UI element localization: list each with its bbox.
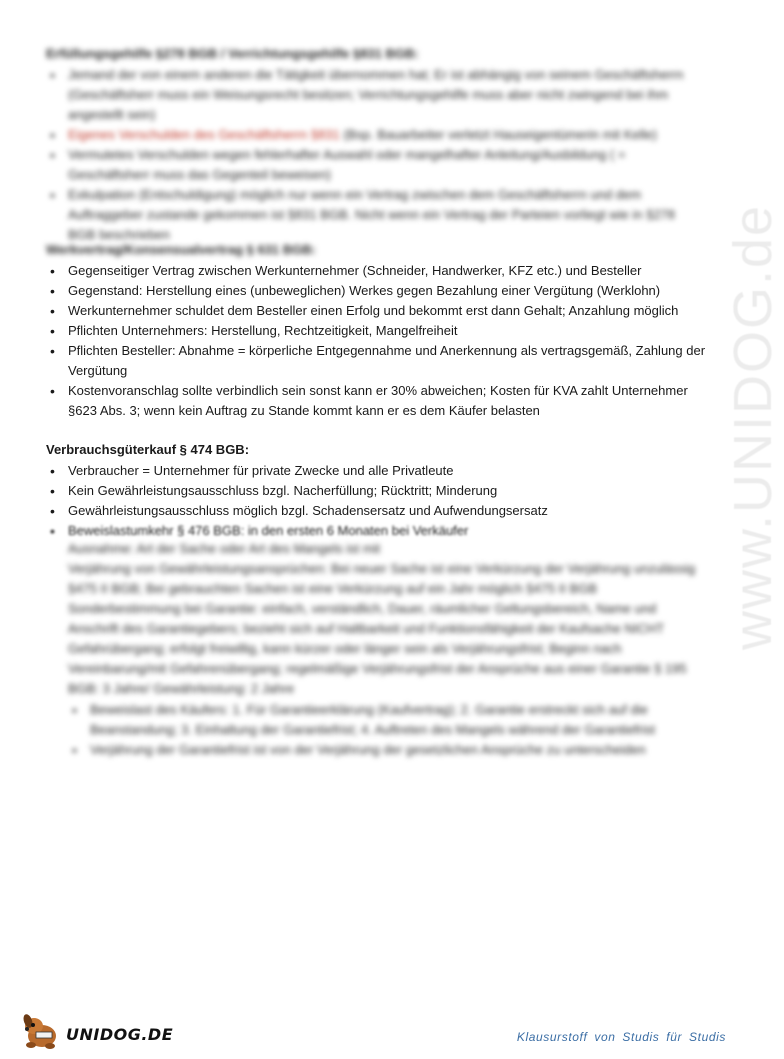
- list-item: • Pflichten Unternehmers: Herstellung, Rechtzeitigkeit, Mangelfreiheit: [46, 321, 706, 341]
- list-item: • Verjährung der Garantiefrist ist von der Verjährung der gesetzlichen Ansprüche zu unterscheiden: [46, 740, 706, 760]
- list-item: • Vermutetes Verschulden wegen fehlerhafter Auswahl oder mangelhafter Anleitung/Ausbildung ( = Geschäftsherr muss das Gegenteil beweisen): [46, 145, 706, 185]
- list-item: • Gegenseitiger Vertrag zwischen Werkunternehmer (Schneider, Handwerker, KFZ etc.) und Besteller: [46, 261, 706, 281]
- unidog-logo[interactable]: [22, 1012, 192, 1050]
- paragraph: Ausnahme: Art der Sache oder Art des Mangels ist mit: [68, 541, 381, 556]
- section-erfuellungsgehilfe: [46, 44, 706, 245]
- paragraph: Verjährung von Gewährleistungsansprüchen: Bei neuer Sache ist eine Verkürzung der Verjährung unzulässig §475 II BGB; Bei gebrauchten Sachen ist eine Verkürzung auf ein Jahr möglich §475 II BGB: [68, 561, 696, 596]
- section-heading: Werkvertrag/Konsensualvertrag § 631 BGB:: [46, 242, 316, 257]
- section-verbrauchsgueterkauf: [46, 440, 706, 760]
- bullet-list: [46, 65, 706, 245]
- list-item: [46, 125, 706, 145]
- watermark: www.UNIDOG.de: [723, 203, 783, 650]
- paragraph: Sonderbestimmung bei Garantie: einfach, verständlich, Dauer, räumlicher Geltungsbereich, Name und Anschrift des Garantiegebers; bezieht sich auf Haltbarkeit und Funktionsfähigkeit der Kaufsache NICHT Gefahrübergang; erfolgt freiwillig, kann kürzer oder länger sein als Verjährungsfrist; Beginn nach Vereinbarung/mit Gefahrenübergang; regelmäßige Verjährungsfrist der Ansprüche aus einer Garantie § 195 BGB: 3 Jahre/ Gewährleistung: 2 Jahre: [68, 601, 687, 696]
- list-item: • Gewährleistungsausschluss möglich bzgl. Schadensersatz und Aufwendungsersatz: [46, 501, 706, 521]
- list-item-text: (Bsp. Bauarbeiter verletzt Hauseigentümerin mit Kelle): [339, 127, 657, 142]
- list-item: • Pflichten Besteller: Abnahme = körperliche Entgegennahme und Anerkennung als vertragsgemäß, Zahlung der Vergütung: [46, 341, 706, 381]
- list-item: • Werkunternehmer schuldet dem Besteller einen Erfolg und bekommt erst dann Gehalt; Anzahlung möglich: [46, 301, 706, 321]
- bullet-list: [46, 461, 706, 539]
- section-heading: Verbrauchsgüterkauf § 474 BGB:: [46, 442, 250, 457]
- footer-tagline: Klausurstoff von Studis für Studis: [516, 1030, 726, 1044]
- list-item: • Gegenstand: Herstellung eines (unbeweglichen) Werkes gegen Bezahlung einer Vergütung (Werklohn): [46, 281, 706, 301]
- list-item: • Beweislast des Käufers: 1. Für Garantieerklärung (Kaufvertrag); 2. Garantie erstreckt sich auf die Beanstandung; 3. Einhaltung der Garantiefrist; 4. Auftreten des Mangels während der Garantiefrist: [46, 700, 706, 740]
- logo-text: UNIDOG.DE: [66, 1025, 174, 1044]
- list-item: • Kostenvoranschlag sollte verbindlich sein sonst kann er 30% abweichen; Kosten für KVA zahlt Unternehmer §623 Abs. 3; wenn kein Auftrag zu Stande kommt kann er es dem Käufer belasten: [46, 381, 706, 421]
- list-item: • Beweislastumkehr § 476 BGB: in den ersten 6 Monaten bei Verkäufer: [46, 521, 706, 539]
- section-werkvertrag: [46, 240, 706, 421]
- list-item: • Verbraucher = Unternehmer für private Zwecke und alle Privatleute: [46, 461, 706, 481]
- list-item: • Jemand der von einem anderen die Tätigkeit übernommen hat; Er ist abhängig von seinem Geschäftsherrn (Geschäftsherr muss ein Weisungsrecht besitzen; Verrichtungsgehilfe muss aber nicht zwingend bei ihm angestellt sein): [46, 65, 706, 125]
- dog-icon: [22, 1012, 66, 1050]
- section-heading: Erfüllungsgehilfe §278 BGB / Verrichtungsgehilfe §831 BGB:: [46, 46, 419, 61]
- list-item: • Exkulpation (Entschuldigung) möglich nur wenn ein Vertrag zwischen dem Geschäftsherrn und dem Auftraggeber zustande gekommen ist §831 BGB. Nicht wenn ein Vertrag der Parteien vorliegt wie in §278 BGB beschrieben: [46, 185, 706, 245]
- list-item: • Kein Gewährleistungsausschluss bzgl. Nacherfüllung; Rücktritt; Minderung: [46, 481, 706, 501]
- sub-bullet-list: [46, 700, 706, 760]
- highlighted-text: Eigenes Verschulden des Geschäftsherrn §831: [68, 127, 340, 142]
- bullet-list: [46, 261, 706, 421]
